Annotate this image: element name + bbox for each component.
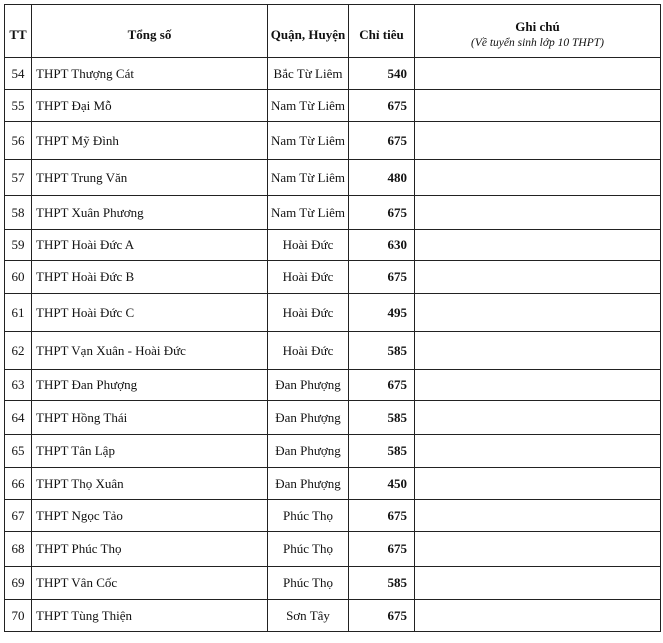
school-name: THPT Trung Văn	[32, 160, 268, 196]
row-number: 59	[5, 230, 32, 261]
note-cell	[415, 160, 661, 196]
row-number: 69	[5, 567, 32, 600]
header-quota: Chỉ tiêu	[349, 5, 415, 58]
table-row	[5, 401, 661, 435]
school-name: THPT Mỹ Đình	[32, 122, 268, 160]
table-row	[5, 567, 661, 600]
table-row	[5, 332, 661, 370]
quota-value: 675	[349, 370, 415, 401]
table-row	[5, 435, 661, 468]
quota-value: 675	[349, 532, 415, 567]
row-number: 62	[5, 332, 32, 370]
district-name: Sơn Tây	[268, 600, 349, 632]
quota-value: 585	[349, 332, 415, 370]
quota-value: 585	[349, 435, 415, 468]
header-note-subtitle: (Về tuyển sinh lớp 10 THPT)	[471, 37, 604, 49]
quota-value: 675	[349, 600, 415, 632]
row-number: 56	[5, 122, 32, 160]
quota-value: 675	[349, 261, 415, 294]
note-cell	[415, 435, 661, 468]
header-note	[415, 5, 661, 58]
quota-value: 675	[349, 196, 415, 230]
table-row	[5, 160, 661, 196]
district-name: Nam Từ Liêm	[268, 160, 349, 196]
note-cell	[415, 500, 661, 532]
quota-value: 585	[349, 401, 415, 435]
table-row	[5, 500, 661, 532]
row-number: 64	[5, 401, 32, 435]
district-name: Đan Phượng	[268, 401, 349, 435]
header-note-title: Ghi chú	[515, 19, 560, 34]
quota-value: 540	[349, 58, 415, 90]
district-name: Nam Từ Liêm	[268, 90, 349, 122]
quota-value: 675	[349, 500, 415, 532]
school-name: THPT Thọ Xuân	[32, 468, 268, 500]
school-name: THPT Ngọc Tảo	[32, 500, 268, 532]
school-name: THPT Đan Phượng	[32, 370, 268, 401]
district-name: Hoài Đức	[268, 261, 349, 294]
row-number: 67	[5, 500, 32, 532]
district-name: Hoài Đức	[268, 230, 349, 261]
note-cell	[415, 90, 661, 122]
row-number: 63	[5, 370, 32, 401]
district-name: Đan Phượng	[268, 435, 349, 468]
note-cell	[415, 294, 661, 332]
row-number: 61	[5, 294, 32, 332]
school-name: THPT Tùng Thiện	[32, 600, 268, 632]
district-name: Đan Phượng	[268, 468, 349, 500]
note-cell	[415, 332, 661, 370]
school-name: THPT Hoài Đức B	[32, 261, 268, 294]
enrollment-quota-table	[4, 4, 661, 632]
header-district: Quận, Huyện	[268, 5, 349, 58]
district-name: Hoài Đức	[268, 332, 349, 370]
header-name: Tổng số	[32, 5, 268, 58]
row-number: 54	[5, 58, 32, 90]
note-cell	[415, 567, 661, 600]
note-cell	[415, 370, 661, 401]
row-number: 60	[5, 261, 32, 294]
quota-value: 480	[349, 160, 415, 196]
table-row	[5, 370, 661, 401]
quota-value: 675	[349, 122, 415, 160]
school-name: THPT Xuân Phương	[32, 196, 268, 230]
note-cell	[415, 261, 661, 294]
district-name: Hoài Đức	[268, 294, 349, 332]
table-row	[5, 122, 661, 160]
header-tt: TT	[5, 5, 32, 58]
table-row	[5, 600, 661, 632]
district-name: Bắc Từ Liêm	[268, 58, 349, 90]
table-row	[5, 532, 661, 567]
note-cell	[415, 600, 661, 632]
row-number: 68	[5, 532, 32, 567]
school-name: THPT Hồng Thái	[32, 401, 268, 435]
school-name: THPT Phúc Thọ	[32, 532, 268, 567]
note-cell	[415, 401, 661, 435]
row-number: 57	[5, 160, 32, 196]
note-cell	[415, 230, 661, 261]
school-name: THPT Hoài Đức C	[32, 294, 268, 332]
table-row	[5, 196, 661, 230]
row-number: 55	[5, 90, 32, 122]
quota-value: 495	[349, 294, 415, 332]
school-name: THPT Vạn Xuân - Hoài Đức	[32, 332, 268, 370]
table-row	[5, 58, 661, 90]
district-name: Nam Từ Liêm	[268, 122, 349, 160]
table-row	[5, 90, 661, 122]
school-name: THPT Vân Cốc	[32, 567, 268, 600]
school-name: THPT Thượng Cát	[32, 58, 268, 90]
note-cell	[415, 58, 661, 90]
quota-value: 585	[349, 567, 415, 600]
header-row	[5, 5, 661, 58]
note-cell	[415, 122, 661, 160]
district-name: Phúc Thọ	[268, 532, 349, 567]
district-name: Nam Từ Liêm	[268, 196, 349, 230]
table-row	[5, 261, 661, 294]
note-cell	[415, 532, 661, 567]
school-name: THPT Tân Lập	[32, 435, 268, 468]
quota-value: 630	[349, 230, 415, 261]
district-name: Phúc Thọ	[268, 567, 349, 600]
row-number: 70	[5, 600, 32, 632]
table-row	[5, 230, 661, 261]
table-row	[5, 294, 661, 332]
quota-value: 675	[349, 90, 415, 122]
note-cell	[415, 468, 661, 500]
row-number: 58	[5, 196, 32, 230]
table-row	[5, 468, 661, 500]
school-name: THPT Đại Mỗ	[32, 90, 268, 122]
row-number: 66	[5, 468, 32, 500]
row-number: 65	[5, 435, 32, 468]
quota-value: 450	[349, 468, 415, 500]
note-cell	[415, 196, 661, 230]
district-name: Phúc Thọ	[268, 500, 349, 532]
district-name: Đan Phượng	[268, 370, 349, 401]
school-name: THPT Hoài Đức A	[32, 230, 268, 261]
